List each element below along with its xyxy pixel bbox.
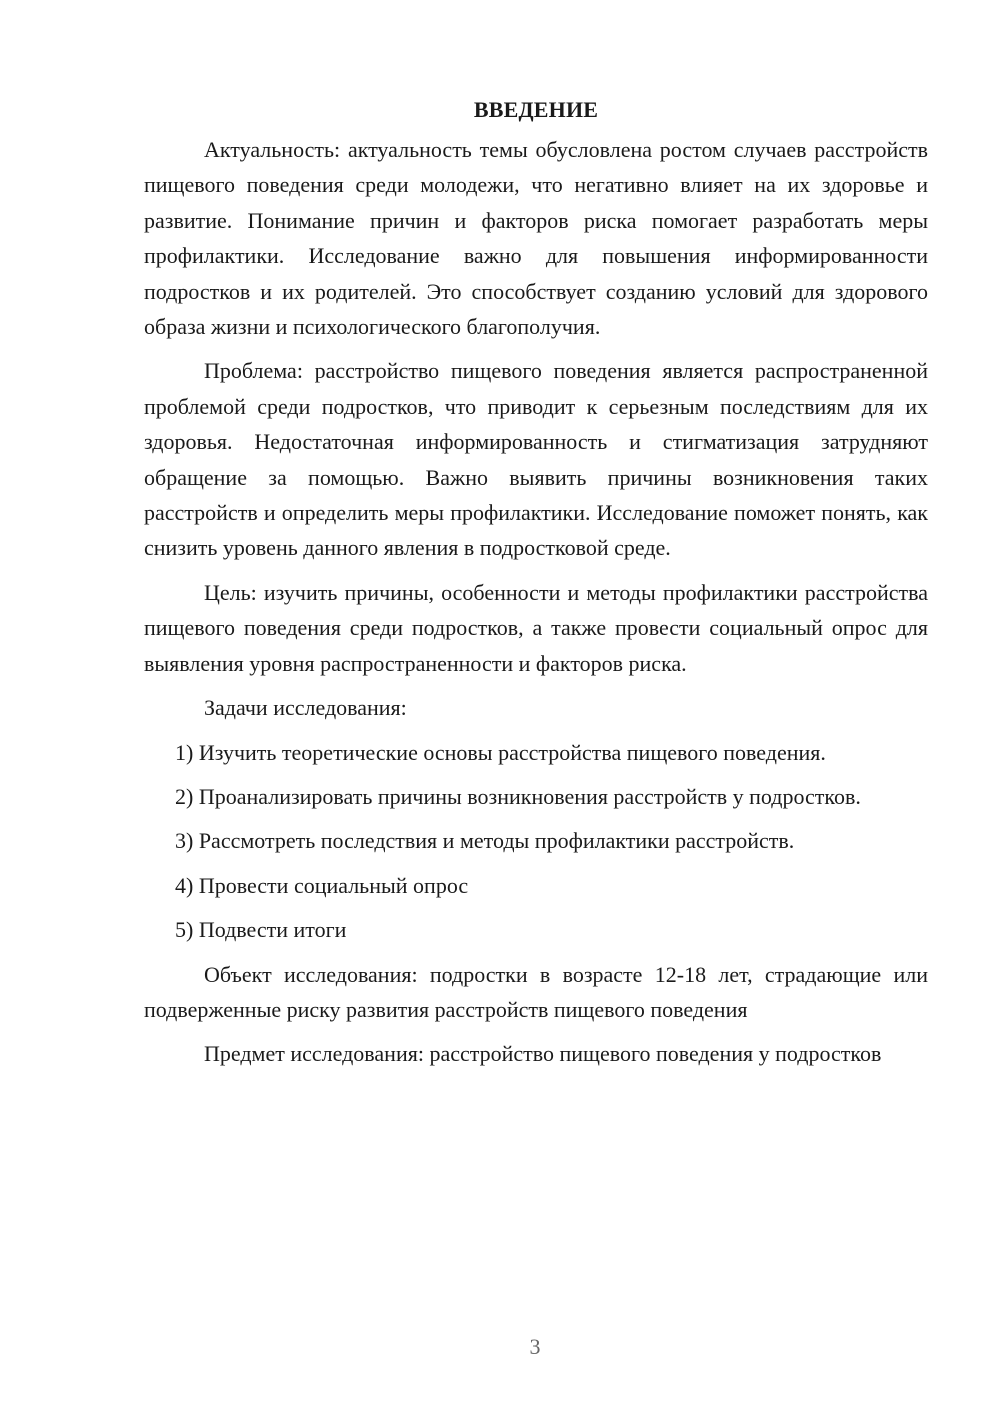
research-subject-paragraph: Предмет исследования: расстройство пищевого поведения у подростков bbox=[204, 1041, 882, 1067]
relevance-paragraph: Актуальность: актуальность темы обусловлена ростом случаев расстройств пищевого поведения среди молодежи, что негативно влияет на их здоровье и развитие. Понимание причин и факторов риска помогает разработать меры профилактики. Исследование важно для повышения информированности подростков и их родителей. Это способствует созданию условий для здорового образа жизни и психологического благополучия. bbox=[144, 137, 928, 340]
problem-paragraph: Проблема: расстройство пищевого поведения является распространенной проблемой среди подростков, что приводит к серьезным последствиям для их здоровья. Недостаточная информированность и стигматизация затрудняют обращение за помощью. Важно выявить причины возникновения таких расстройств и определить меры профилактики. Исследование поможет понять, как снизить уровень данного явления в подростковой среде. bbox=[144, 358, 928, 561]
page-number: 3 bbox=[529, 1334, 541, 1359]
document-page bbox=[144, 92, 928, 1081]
task-item-5: 5) Подвести итоги bbox=[175, 917, 347, 943]
tasks-heading: Задачи исследования: bbox=[204, 695, 407, 721]
task-item-4: 4) Провести социальный опрос bbox=[175, 872, 469, 898]
task-item-2: 2) Проанализировать причины возникновения расстройств у подростков. bbox=[175, 783, 861, 809]
task-item-1: 1) Изучить теоретические основы расстройства пищевого поведения. bbox=[175, 739, 826, 765]
goal-paragraph: Цель: изучить причины, особенности и методы профилактики расстройства пищевого поведения среди подростков, а также провести социальный опрос для выявления уровня распространенности и факторов риска. bbox=[144, 579, 928, 676]
document-heading: ВВЕДЕНИЕ bbox=[473, 97, 599, 122]
research-object-paragraph: Объект исследования: подростки в возрасте 12-18 лет, страдающие или подверженные риску развития расстройств пищевого поведения bbox=[144, 961, 928, 1022]
task-item-3: 3) Рассмотреть последствия и методы профилактики расстройств. bbox=[175, 828, 795, 854]
